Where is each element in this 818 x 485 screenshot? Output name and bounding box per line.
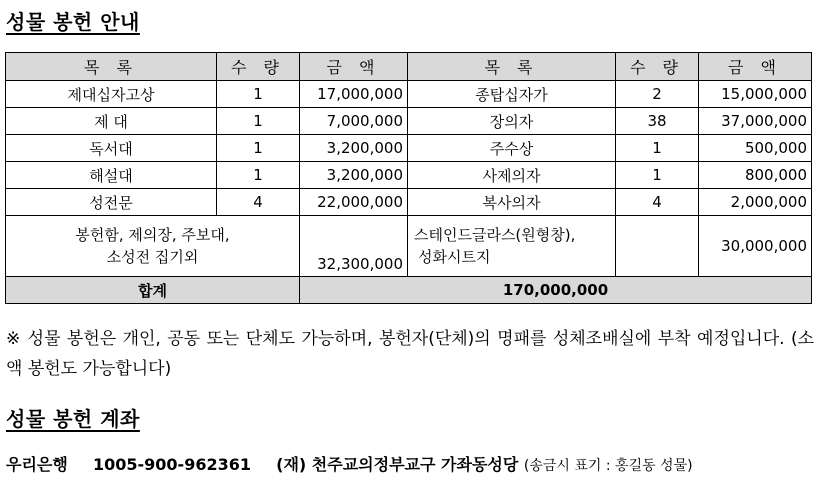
item-amount: 7,000,000 xyxy=(300,108,408,135)
item-quantity: 4 xyxy=(616,189,699,216)
header-item: 목 록 xyxy=(6,53,217,81)
item-quantity: 1 xyxy=(217,162,300,189)
total-value: 170,000,000 xyxy=(300,277,812,304)
item-amount: 22,000,000 xyxy=(300,189,408,216)
donation-note: ※ 성물 봉헌은 개인, 공동 또는 단체도 가능하며, 봉헌자(단체)의 명패를 성체조배실에 부착 예정입니다. (소액 봉헌도 가능합니다) xyxy=(6,329,814,379)
header-quantity: 수 량 xyxy=(616,53,699,81)
bank-name: 우리은행 xyxy=(6,455,68,474)
account-heading: 성물 봉헌 계좌 xyxy=(6,407,140,431)
account-number: 1005-900-962361 xyxy=(92,455,251,474)
header-quantity: 수 량 xyxy=(217,53,300,81)
item-name: 복사의자 xyxy=(408,189,616,216)
header-amount: 금 액 xyxy=(300,53,408,81)
account-memo: (송금시 표기 : 홍길동 성물) xyxy=(523,458,693,474)
misc-left-amount: 32,300,000 xyxy=(300,216,408,277)
total-label: 합계 xyxy=(6,277,300,304)
item-name: 제 대 xyxy=(6,108,217,135)
item-quantity: 1 xyxy=(217,81,300,108)
item-name: 장의자 xyxy=(408,108,616,135)
table-row xyxy=(6,108,812,135)
misc-right-line1: 스테인드글라스(원형창), xyxy=(414,226,576,244)
item-amount: 3,200,000 xyxy=(300,162,408,189)
misc-items-left xyxy=(6,216,300,277)
item-quantity: 1 xyxy=(217,108,300,135)
item-name: 성전문 xyxy=(6,189,217,216)
item-name: 종탑십자가 xyxy=(408,81,616,108)
page-title: 성물 봉헌 안내 xyxy=(6,10,140,34)
misc-right-amount: 30,000,000 xyxy=(699,216,812,277)
table-row-misc xyxy=(6,216,812,277)
item-quantity: 38 xyxy=(616,108,699,135)
account-holder: (재) 천주교의정부교구 가좌동성당 xyxy=(276,455,519,474)
donation-table xyxy=(5,52,812,304)
misc-items-right xyxy=(408,216,616,277)
item-quantity: 1 xyxy=(217,135,300,162)
item-amount: 17,000,000 xyxy=(300,81,408,108)
item-name: 주수상 xyxy=(408,135,616,162)
item-name: 독서대 xyxy=(6,135,217,162)
item-amount: 37,000,000 xyxy=(699,108,812,135)
header-item: 목 록 xyxy=(408,53,616,81)
item-quantity: 1 xyxy=(616,135,699,162)
item-amount: 15,000,000 xyxy=(699,81,812,108)
item-amount: 800,000 xyxy=(699,162,812,189)
item-quantity: 4 xyxy=(217,189,300,216)
table-row xyxy=(6,189,812,216)
item-name: 제대십자고상 xyxy=(6,81,217,108)
item-name: 사제의자 xyxy=(408,162,616,189)
item-quantity: 2 xyxy=(616,81,699,108)
table-row xyxy=(6,162,812,189)
item-name: 해설대 xyxy=(6,162,217,189)
table-header-row xyxy=(6,53,812,81)
misc-right-line2: 성화시트지 xyxy=(418,248,491,266)
table-total-row xyxy=(6,277,812,304)
table-row xyxy=(6,135,812,162)
misc-left-line1: 봉헌함, 제의장, 주보대, xyxy=(75,226,230,244)
item-amount: 2,000,000 xyxy=(699,189,812,216)
account-info xyxy=(6,452,693,475)
item-quantity: 1 xyxy=(616,162,699,189)
item-amount: 3,200,000 xyxy=(300,135,408,162)
table-row xyxy=(6,81,812,108)
header-amount: 금 액 xyxy=(699,53,812,81)
misc-left-line2: 소성전 집기외 xyxy=(106,248,199,266)
item-amount: 500,000 xyxy=(699,135,812,162)
misc-right-quantity xyxy=(616,216,699,277)
